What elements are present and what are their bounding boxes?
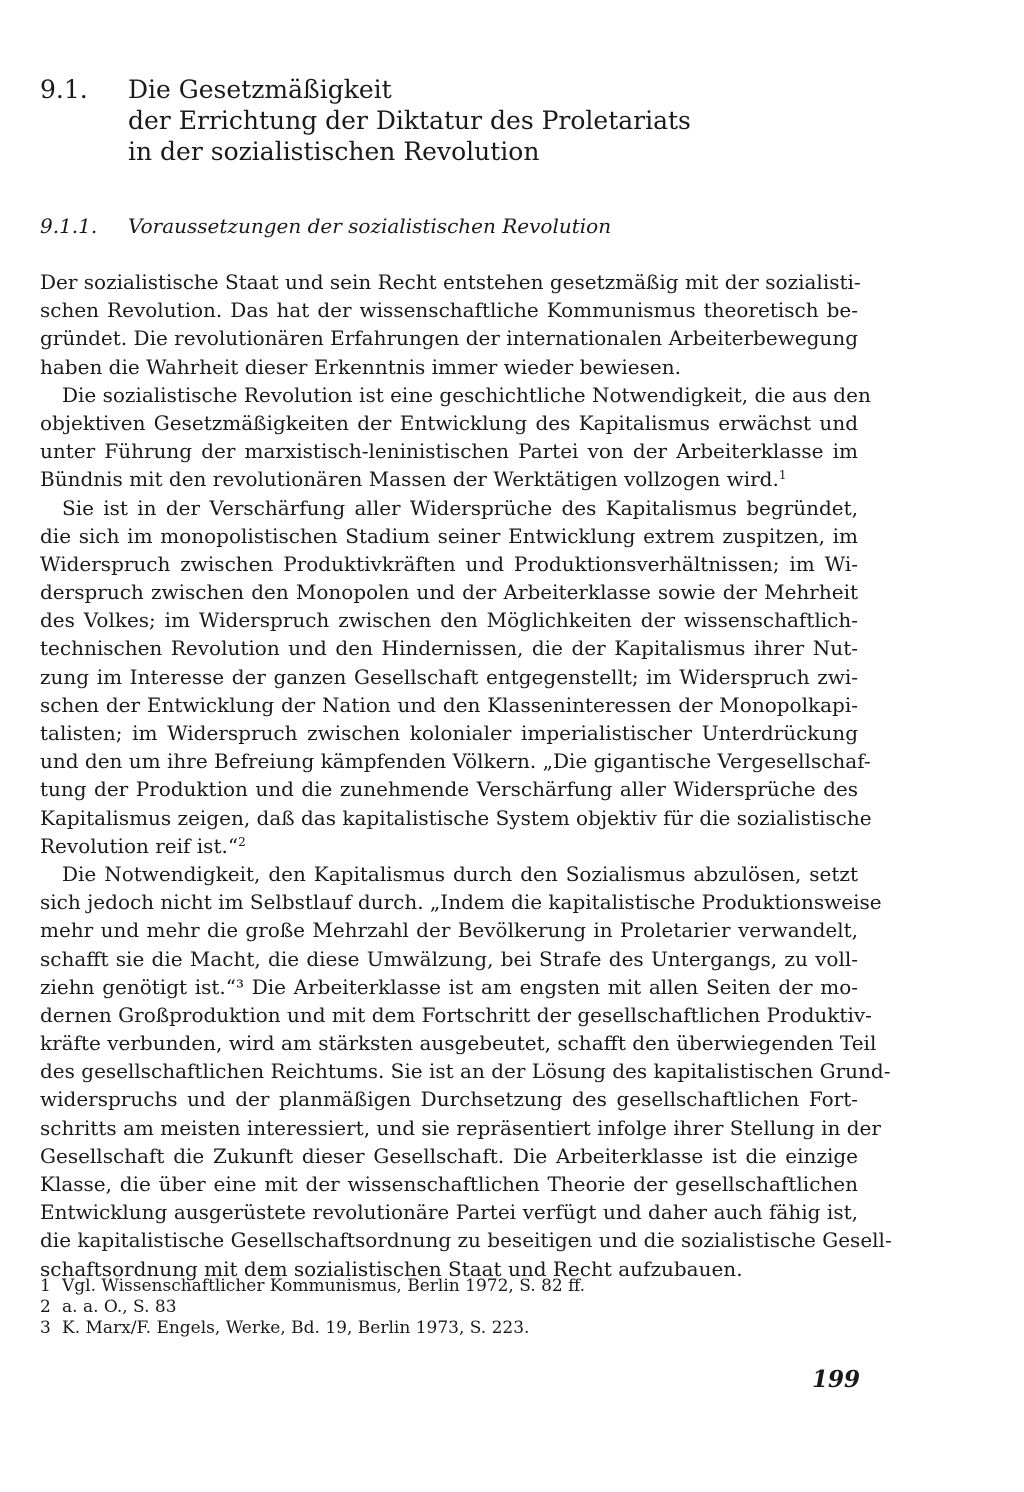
body-line-text: gründet. Die revolutionären Erfahrungen der internationalen Arbeiterbewegung [40, 326, 858, 351]
chapter-title-line: in der sozialistischen Revolution [128, 137, 540, 166]
body-line [40, 1226, 892, 1254]
footnotes [40, 1276, 585, 1339]
body-line-text: Bündnis mit den revolutionären Massen der Werktätigen vollzogen wird. [40, 467, 779, 492]
body-line [40, 437, 858, 465]
body-line-text: schen Revolution. Das hat der wissenschaftliche Kommunismus theoretisch be- [40, 298, 858, 323]
body-line [40, 606, 858, 634]
section-number: 9.1.1. [40, 214, 98, 238]
footnote [40, 1276, 585, 1297]
body-line [40, 381, 871, 409]
body-line [40, 1085, 858, 1113]
footnote-number: 3 [40, 1318, 51, 1338]
body-line [40, 1029, 877, 1057]
body-line-text: Entwicklung ausgerüstete revolutionäre Partei verfügt und daher auch fähig ist, [40, 1200, 858, 1225]
body-line-text: schafft sie die Macht, die diese Umwälzung, bei Strafe des Untergangs, zu voll- [40, 946, 858, 971]
body-line [40, 888, 882, 916]
body-line-text: die sich im monopolistischen Stadium seiner Entwicklung extrem zuspitzen, im [40, 523, 858, 548]
chapter-title-line: der Errichtung der Diktatur des Proletariats [128, 106, 691, 135]
body-line [40, 832, 858, 860]
body-line-text: Sie ist in der Verschärfung aller Widersprüche des Kapitalismus begründet, [62, 495, 858, 520]
body-line-text: derspruch zwischen den Monopolen und der Arbeiterklasse sowie der Mehrheit [40, 580, 858, 605]
body-line-text: mehr und mehr die große Mehrzahl der Bevölkerung in Proletarier verwandelt, [40, 918, 858, 943]
body-line [40, 747, 871, 775]
body-line [40, 578, 858, 606]
body-line [40, 296, 858, 324]
body-line [40, 1198, 858, 1226]
body-line-text: Die sozialistische Revolution ist eine geschichtliche Notwendigkeit, die aus den [62, 382, 871, 407]
body-line-text: schen der Entwicklung der Nation und den Klasseninteressen der Monopolkapi- [40, 692, 858, 717]
body-line [40, 1057, 891, 1085]
body-line-text: haben die Wahrheit dieser Erkenntnis immer wieder bewiesen. [40, 354, 681, 379]
footnote-reference[interactable]: 2 [238, 834, 246, 849]
body-line [40, 691, 858, 719]
body-line [40, 1114, 881, 1142]
body-line [40, 945, 858, 973]
section-heading [40, 212, 611, 240]
body-line-text: widerspruchs und der planmäßigen Durchsetzung des gesellschaftlichen Fort- [40, 1087, 858, 1112]
footnote-text: K. Marx/F. Engels, Werke, Bd. 19, Berlin 1973, S. 223. [62, 1318, 530, 1338]
body-line-text: schritts am meisten interessiert, und sie repräsentiert infolge ihrer Stellung in der [40, 1115, 881, 1140]
page-number: 199 [812, 1366, 861, 1393]
body-line-text: schaftsordnung mit dem sozialistischen Staat und Recht aufzubauen. [40, 1256, 743, 1281]
chapter-title [128, 74, 691, 167]
body-line [40, 409, 858, 437]
body-line [40, 775, 858, 803]
footnote [40, 1318, 585, 1339]
footnote-reference[interactable]: 1 [778, 468, 787, 483]
chapter-title-line: Die Gesetzmäßigkeit [128, 75, 392, 104]
body-line [40, 465, 858, 493]
body-line [40, 550, 858, 578]
body-line [40, 663, 858, 691]
chapter-number: 9.1. [40, 75, 88, 104]
body-line [40, 804, 872, 832]
footnote [40, 1297, 585, 1318]
body-line-text: Gesellschaft die Zukunft dieser Gesellschaft. Die Arbeiterklasse ist die einzige [40, 1143, 858, 1168]
body-line-text: dernen Großproduktion und mit dem Fortschritt der gesellschaftlichen Produktiv- [40, 1002, 872, 1027]
body-line-text: unter Führung der marxistisch-leninistischen Partei von der Arbeiterklasse im [40, 439, 858, 464]
body-line-text: Die Notwendigkeit, den Kapitalismus durch den Sozialismus abzulösen, setzt [62, 861, 858, 886]
body-line [40, 916, 858, 944]
footnote-number: 2 [40, 1297, 51, 1317]
body-line [40, 522, 858, 550]
body-line [40, 324, 858, 352]
body-line-text: zung im Interesse der ganzen Gesellschaft entgegenstellt; im Widerspruch zwi- [40, 664, 858, 689]
body-line-text: Kapitalismus zeigen, daß das kapitalistische System objektiv für die sozialistische [40, 805, 872, 830]
body-line-text: Revolution reif ist.“ [40, 833, 239, 858]
body-line-text: die kapitalistische Gesellschaftsordnung zu beseitigen und die sozialistische Gesell- [40, 1228, 892, 1253]
body-line-text: objektiven Gesetzmäßigkeiten der Entwicklung des Kapitalismus erwächst und [40, 410, 858, 435]
body-line [40, 719, 858, 747]
body-text [40, 268, 892, 1283]
body-line [40, 634, 858, 662]
footnote-number: 1 [40, 1276, 51, 1296]
body-line [40, 1170, 858, 1198]
body-line [40, 1142, 858, 1170]
footnote-text: a. a. O., S. 83 [62, 1297, 177, 1317]
body-line-text: Klasse, die über eine mit der wissenschaftlichen Theorie der gesellschaftlichen [40, 1172, 858, 1196]
body-line-text: des Volkes; im Widerspruch zwischen den Möglichkeiten der wissenschaftlich- [40, 608, 858, 633]
body-line-text: Widerspruch zwischen Produktivkräften und Produktionsverhältnissen; im Wi- [40, 551, 858, 576]
body-line [40, 494, 858, 522]
body-line [40, 268, 861, 296]
body-line [40, 1001, 872, 1029]
body-line-text: ziehn genötigt ist.“³ Die Arbeiterklasse ist am engsten mit allen Seiten der mo- [40, 974, 858, 999]
footnote-text: Vgl. Wissenschaftlicher Kommunismus, Berlin 1972, S. 82 ff. [62, 1276, 585, 1296]
body-line-text: kräfte verbunden, wird am stärksten ausgebeutet, schafft den überwiegenden Teil [40, 1031, 877, 1056]
body-line-text: des gesellschaftlichen Reichtums. Sie ist an der Lösung des kapitalistischen Grund- [40, 1059, 891, 1084]
body-line-text: sich jedoch nicht im Selbstlauf durch. „Indem die kapitalistische Produktionsweise [40, 890, 882, 915]
body-line-text: talisten; im Widerspruch zwischen kolonialer imperialistischer Unterdrückung [40, 721, 858, 745]
body-line-text: technischen Revolution und den Hindernissen, die der Kapitalismus ihrer Nut- [40, 636, 858, 661]
body-line-text: tung der Produktion und die zunehmende Verschärfung aller Widersprüche des [40, 777, 858, 802]
body-line [40, 973, 858, 1001]
body-line-text: und den um ihre Befreiung kämpfenden Völkern. „Die gigantische Vergesellschaf- [40, 749, 871, 774]
section-title: Voraussetzungen der sozialistischen Revolution [128, 214, 612, 238]
body-line-text: Der sozialistische Staat und sein Recht entstehen gesetzmäßig mit der sozialisti- [40, 270, 861, 294]
body-line [40, 860, 858, 888]
body-line [40, 353, 858, 381]
